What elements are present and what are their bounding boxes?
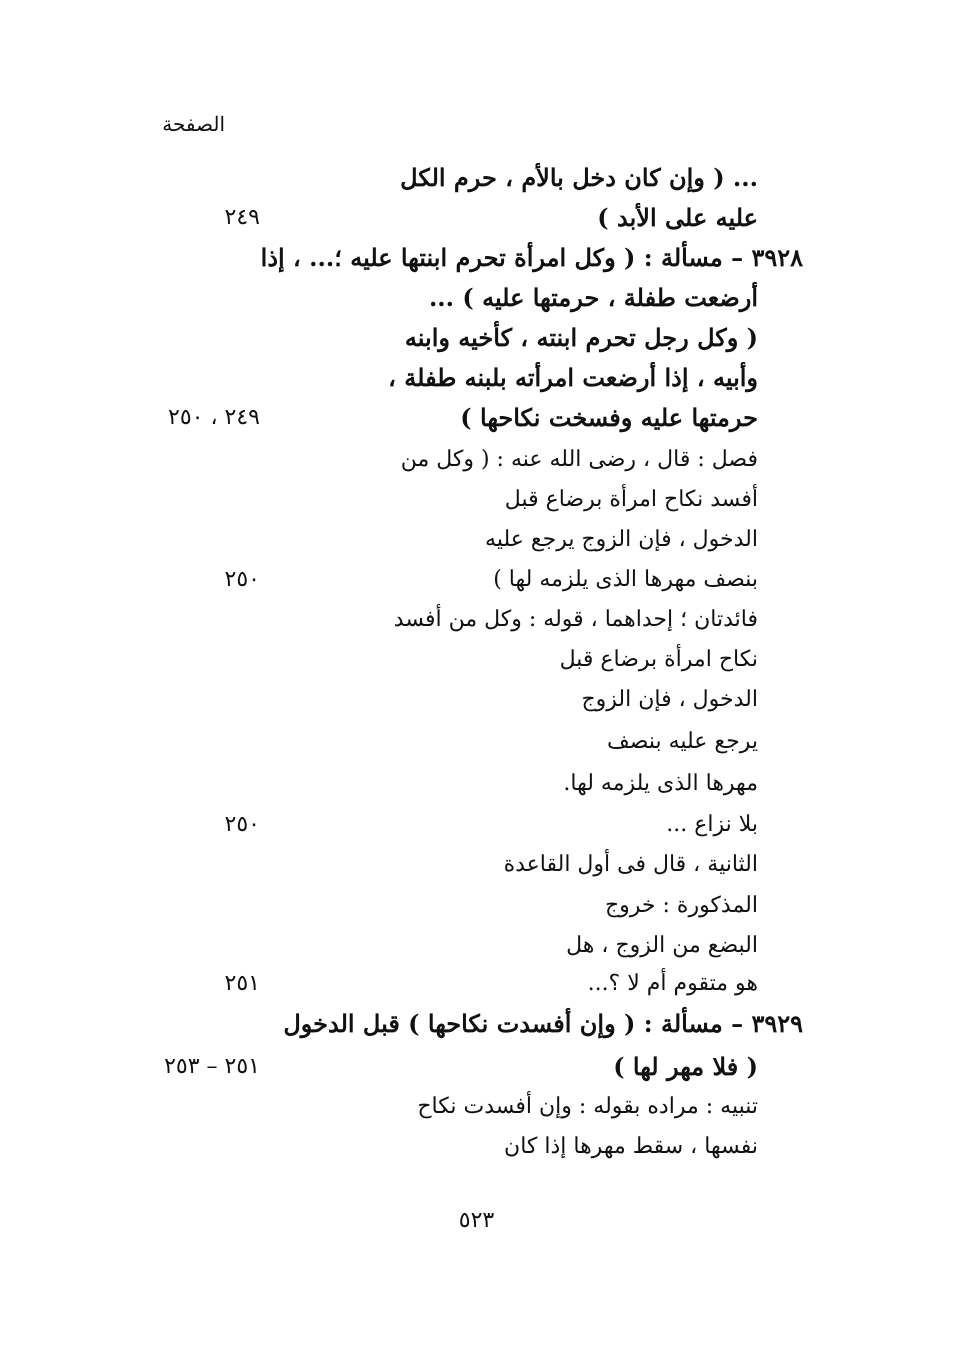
index-line <box>0 964 953 1004</box>
page-reference: ٢٤٩ <box>224 205 260 230</box>
entry-text: بنصف مهرها الذى يلزمه لها ) <box>493 567 758 592</box>
index-line <box>0 680 953 720</box>
entry-text: ٣٩٢٩ – مسألة : ( وإن أفسدت نكاحها ) قبل الدخول <box>283 1009 803 1038</box>
entry-text: الدخول ، فإن الزوج <box>581 687 758 712</box>
entry-text: أرضعت طفلة ، حرمتها عليه ) ... <box>428 283 758 312</box>
entry-text: هو متقوم أم لا ؟... <box>587 971 758 996</box>
index-line <box>0 358 953 398</box>
index-line <box>0 1047 953 1087</box>
index-line <box>0 440 953 480</box>
entry-text: المذكورة : خروج <box>604 893 758 918</box>
index-line <box>0 1127 953 1167</box>
index-line <box>0 886 953 926</box>
index-line <box>0 845 953 885</box>
entry-text: عليه على الأبد ) <box>597 203 758 232</box>
index-line <box>0 278 953 318</box>
index-line <box>0 1004 953 1044</box>
entry-text: تنبيه : مراده بقوله : وإن أفسدت نكاح <box>417 1094 758 1119</box>
index-line <box>0 520 953 560</box>
entry-text: بلا نزاع ... <box>666 812 758 837</box>
index-line <box>0 198 953 238</box>
entry-text: ( فلا مهر لها ) <box>613 1052 758 1081</box>
page-number: ٥٢٣ <box>458 1208 495 1233</box>
entry-text: نفسها ، سقط مهرها إذا كان <box>504 1134 758 1159</box>
entry-text: الدخول ، فإن الزوج يرجع عليه <box>485 527 758 552</box>
entry-text: فصل : قال ، رضى الله عنه : ( وكل من <box>400 447 758 472</box>
entry-text: ( وكل رجل تحرم ابنته ، كأخيه وابنه <box>404 323 758 352</box>
entry-text: نكاح امرأة برضاع قبل <box>559 647 758 672</box>
entry-text: فائدتان ؛ إحداهما ، قوله : وكل من أفسد <box>393 607 758 632</box>
page-column-heading: الصفحة <box>162 112 225 136</box>
entry-text: ... ( وإن كان دخل بالأم ، حرم الكل <box>400 163 758 192</box>
index-line <box>0 560 953 600</box>
index-line <box>0 158 953 198</box>
index-line <box>0 1087 953 1127</box>
entry-text: ٣٩٢٨ – مسألة : ( وكل امرأة تحرم ابنتها عليه ؛... ، إذا <box>260 243 803 272</box>
index-line <box>0 722 953 762</box>
entry-text: يرجع عليه بنصف <box>606 729 758 754</box>
entry-text: البضع من الزوج ، هل <box>566 933 758 958</box>
index-line <box>0 398 953 438</box>
entry-text: الثانية ، قال فى أول القاعدة <box>503 852 758 877</box>
page-reference: ٢٥١ – ٢٥٣ <box>164 1054 260 1079</box>
index-line <box>0 640 953 680</box>
entry-text: حرمتها عليه وفسخت نكاحها ) <box>460 403 758 432</box>
page-reference: ٢٥١ <box>224 971 260 996</box>
index-line <box>0 480 953 520</box>
page-reference: ٢٥٠ <box>224 812 260 837</box>
entry-text: مهرها الذى يلزمه لها. <box>563 771 758 796</box>
index-line <box>0 764 953 804</box>
index-line <box>0 600 953 640</box>
entry-text: أفسد نكاح امرأة برضاع قبل <box>504 487 758 512</box>
entry-text: وأبيه ، إذا أرضعت امرأته بلبنه طفلة ، <box>388 363 758 392</box>
index-line <box>0 318 953 358</box>
index-line <box>0 926 953 966</box>
page-reference: ٢٥٠ <box>224 567 260 592</box>
index-line <box>0 805 953 845</box>
index-line <box>0 238 953 278</box>
page-reference: ٢٤٩ ، ٢٥٠ <box>168 405 260 430</box>
